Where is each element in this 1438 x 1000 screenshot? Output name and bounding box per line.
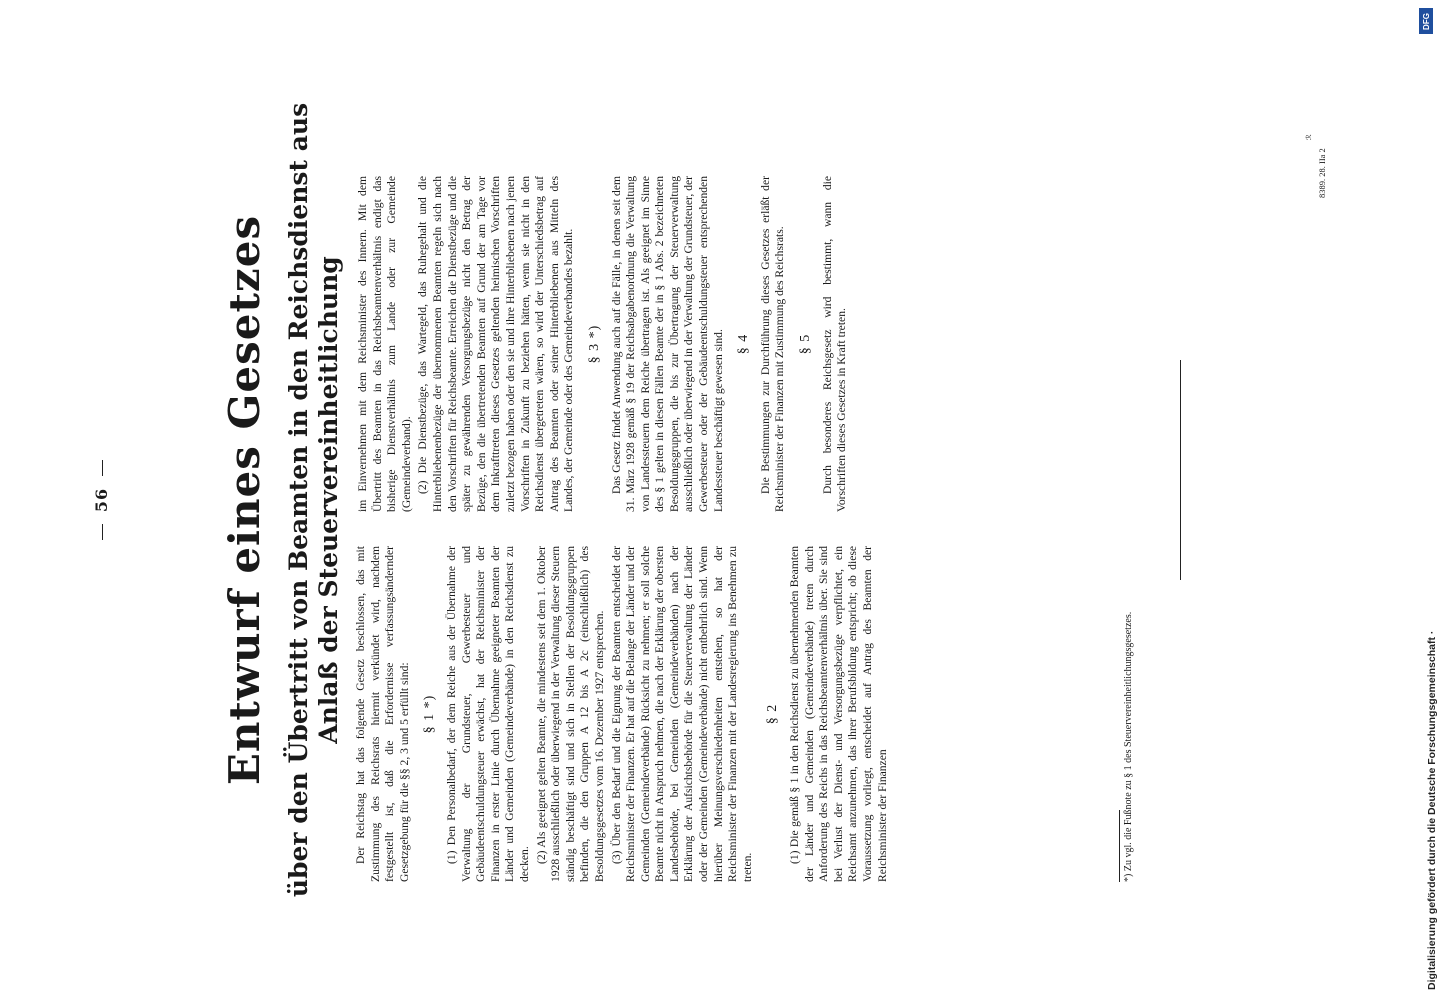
page-number-value: 56	[92, 487, 111, 513]
printer-mark: ℛ	[1305, 134, 1313, 140]
section-5-paragraph: Durch besonderes Reichsgesetz wird bestimmt, wann die Vorschriften dieses Gesetzes in Kraft treten.	[820, 176, 849, 512]
dash-left	[102, 524, 103, 540]
dfg-logo-icon	[1419, 8, 1433, 34]
page-title: Entwurf eines Gesetzes	[220, 214, 269, 786]
printer-note	[1305, 78, 1327, 198]
intro-paragraph: Der Reichstag hat das folgende Gesetz beschlossen, das mit Zustimmung des Reichsrats hiermit verkündet wird, nachdem festgestellt ist, daß die Erfordernisse verfassungsändernder Gesetzgebung für die §§ 2, 3 und 5 erfüllt sind:	[354, 546, 411, 882]
section-3-paragraph: Das Gesetz findet Anwendung auch auf die Fälle, in denen seit dem 31. März 1928 gemäß § 19 der Reichsabgabenordnung die Verwaltung von Landessteuern dem Reiche übertragen ist. Als geeignet im Sinne des § 1 gelten in diesen Fällen Beamte der in § 1 Abs. 2 bezeichneten Besoldungsgruppen, die bis zur Übertragung der Steuerverwaltung ausschließlich oder überwiegend in der Verwaltung der Grundsteuer, der Gewerbesteuer oder der Gebäudeentschuldungsteuer entsprechenden Landessteuer beschäftigt gewesen sind.	[609, 176, 725, 512]
section-3-heading: § 3 *)	[586, 324, 602, 364]
printer-note-text: 8389. 28. IIa 2	[1317, 148, 1327, 198]
section-1-paragraph-2: (2) Als geeignet gelten Beamte, die mindestens seit dem 1. Oktober 1928 ausschließlich oder überwiegend in der Verwaltung dieser Steuern ständig beschäftigt sind und sich in Stellen der Besoldungsgruppen befinden, die den Gruppen A 12 bis A 2c (einschließlich) des Besoldungsgesetzes vom 16. Dezember 1927 entsprechen.	[534, 546, 606, 882]
section-2-continuation: im Einvernehmen mit dem Reichsminister des Innern. Mit dem Übertritt des Beamten in das Reichsbeamtenverhältnis endigt das bisherige Dienstverhältnis zum Lande oder zur Gemeinde (Gemeindeverband).	[356, 176, 413, 512]
section-1-heading: § 1 *)	[422, 694, 438, 734]
footnote: *) Zu vgl. die Fußnote zu § 1 des Steuervereinheitlichungsgesetzes.	[1123, 611, 1134, 882]
section-4-paragraph: Die Bestimmungen zur Durchführung dieses Gesetzes erläßt der Reichsminister der Finanzen mit Zustimmung des Reichsrats.	[758, 176, 787, 512]
dash-right	[102, 460, 103, 476]
section-1-paragraph-1: (1) Den Personalbedarf, der dem Reiche aus der Übernahme der Verwaltung der Grundsteuer, Gewerbesteuer und Gebäudeentschuldungsteuer erwächst, hat der Reichsminister der Finanzen in erster Linie durch Übernahme geeigneter Beamten der Länder und Gemeinden (Gemeindeverbände) in den Reichsdienst zu decken.	[444, 546, 531, 882]
footnote-rule	[1119, 810, 1120, 882]
section-5-heading: § 5	[798, 333, 814, 355]
section-2-paragraph-1: (1) Die gemäß § 1 in den Reichsdienst zu übernehmenden Beamten der Länder und Gemeinden (Gemeindeverbände) treten durch Anforderung des Reichs in das Reichsbeamtenverhältnis über. Sie sind bei Verlust der Dienst- und Versorgungsbezüge verpflichtet, ein Reichsamt anzunehmen, das ihrer Berufsbildung entspricht; ob diese Voraussetzung vorliegt, entscheidet auf Antrag des Beamten der Reichsminister der Finanzen	[788, 546, 889, 882]
funding-notice: Digitalisierung gefördert durch die Deutsche Forschungsgemeinschaft ·	[1426, 630, 1438, 990]
page-subtitle: über den Übertritt von Beamten in den Reichsdienst aus Anlaß der Steuervereinheitlichung	[284, 102, 343, 898]
section-2-paragraph-2: (2) Die Dienstbezüge, das Wartegeld, das Ruhegehalt und die Hinterbliebenenbezüge der übernommenen Beamten regeln sich nach den Vorschriften für Reichsbeamte. Erreichen die Dienstbezüge und die später zu gewährenden Versorgungsbezüge nicht den Betrag der Bezüge, den die übertretenden Beamten auf Grund der am Tage vor dem Inkrafttreten dieses Gesetzes geltenden heimischen Vorschriften zuletzt bezogen haben oder den sie und ihre Hinterbliebenen nach jenen Vorschriften in Zukunft zu beziehen hätten, wenn sie nicht in den Reichsdienst übergetreten wären, so wird der Unterschiedsbetrag auf Antrag des Beamten oder seiner Hinterbliebenen aus Mitteln des Landes, der Gemeinde oder des Gemeindeverbandes bezahlt.	[416, 176, 576, 512]
left-column	[354, 546, 892, 882]
section-2-heading: § 2	[765, 703, 781, 725]
dfg-logo-text: DFG	[1421, 12, 1431, 30]
page-number	[92, 0, 111, 1000]
section-4-heading: § 4	[736, 333, 752, 355]
closing-rule	[1180, 360, 1181, 580]
section-1-paragraph-3: (3) Über den Bedarf und die Eignung der Beamten entscheidet der Reichsminister der Finanzen. Er hat auf die Belange der Länder und der Gemeinden (Gemeindeverbände) Rücksicht zu nehmen; er soll solche Beamte nicht in Anspruch nehmen, die nach der Erklärung der obersten Landesbehörde, bei Gemeinden (Gemeindeverbänden) nach der Erklärung der Aufsichtsbehörde für die Steuerverwaltung der Länder oder der Gemeinden (Gemeindeverbände) nicht entbehrlich sind. Wenn hierüber Meinungsverschiedenheiten entstehen, so hat der Reichsminister der Finanzen mit der Landesregierung ins Benehmen zu treten.	[609, 546, 754, 882]
right-column	[356, 176, 852, 512]
